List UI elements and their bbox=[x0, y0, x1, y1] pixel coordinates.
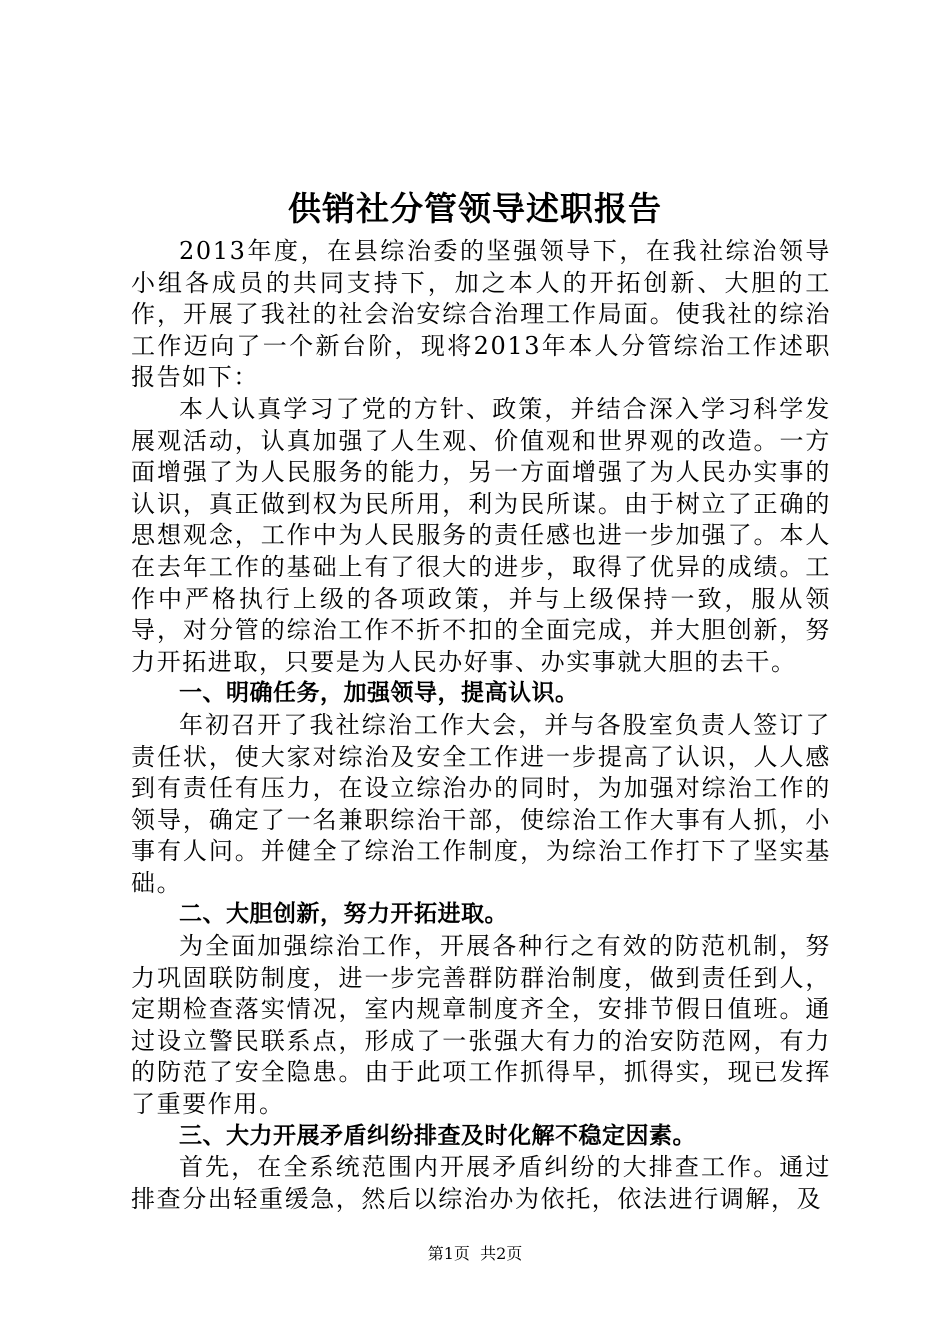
section-1-paragraph: 年初召开了我社综治工作大会，并与各股室负责人签订了责任状，使大家对综治及安全工作进一步提高了认识，人人感到有责任有压力，在设立综治办的同时，为加强对综治工作的领导，确定了一名兼职综治干部，使综治工作大事有人抓，小事有人问。并健全了综治工作制度，为综治工作打下了坚实基础。 bbox=[131, 710, 831, 897]
section-3-paragraph: 首先，在全系统范围内开展矛盾纠纷的大排查工作。通过排查分出轻重缓急，然后以综治办为依托，依法进行调解，及 bbox=[131, 1153, 831, 1213]
page-number: 第1页 bbox=[427, 1244, 470, 1263]
document-body bbox=[131, 236, 831, 1215]
body-paragraph: 本人认真学习了党的方针、政策，并结合深入学习科学发展观活动，认真加强了人生观、价值观和世界观的改造。一方面增强了为人民服务的能力，另一方面增强了为人民办实事的认识，真正做到权为民所用，利为民所谋。由于树立了正确的思想观念，工作中为人民服务的责任感也进一步加强了。本人在去年工作的基础上有了很大的进步，取得了优异的成绩。工作中严格执行上级的各项政策，并与上级保持一致，服从领导，对分管的综治工作不折不扣的全面完成，并大胆创新，努力开拓进取，只要是为人民办好事、办实事就大胆的去干。 bbox=[131, 394, 831, 676]
section-2-heading: 二、大胆创新，努力开拓进取。 bbox=[179, 901, 508, 928]
document-title: 供销社分管领导述职报告 bbox=[288, 189, 662, 228]
page-total: 共2页 bbox=[480, 1244, 523, 1263]
page-footer bbox=[0, 1244, 950, 1264]
section-3-heading: 三、大力开展矛盾纠纷排查及时化解不稳定因素。 bbox=[179, 1122, 696, 1149]
section-2-paragraph: 为全面加强综治工作，开展各种行之有效的防范机制，努力巩固联防制度，进一步完善群防群治制度，做到责任到人，定期检查落实情况，室内规章制度齐全，安排节假日值班。通过设立警民联系点，形成了一张强大有力的治安防范网，有力的防范了安全隐患。由于此项工作抓得早，抓得实，现已发挥了重要作用。 bbox=[131, 932, 831, 1119]
intro-paragraph: 2013年度，在县综治委的坚强领导下，在我社综治领导小组各成员的共同支持下，加之本人的开拓创新、大胆的工作，开展了我社的社会治安综合治理工作局面。使我社的综治工作迈向了一个新台阶，现将2013年本人分管综治工作述职报告如下： bbox=[131, 237, 831, 392]
section-1-heading: 一、明确任务，加强领导，提高认识。 bbox=[179, 680, 579, 707]
